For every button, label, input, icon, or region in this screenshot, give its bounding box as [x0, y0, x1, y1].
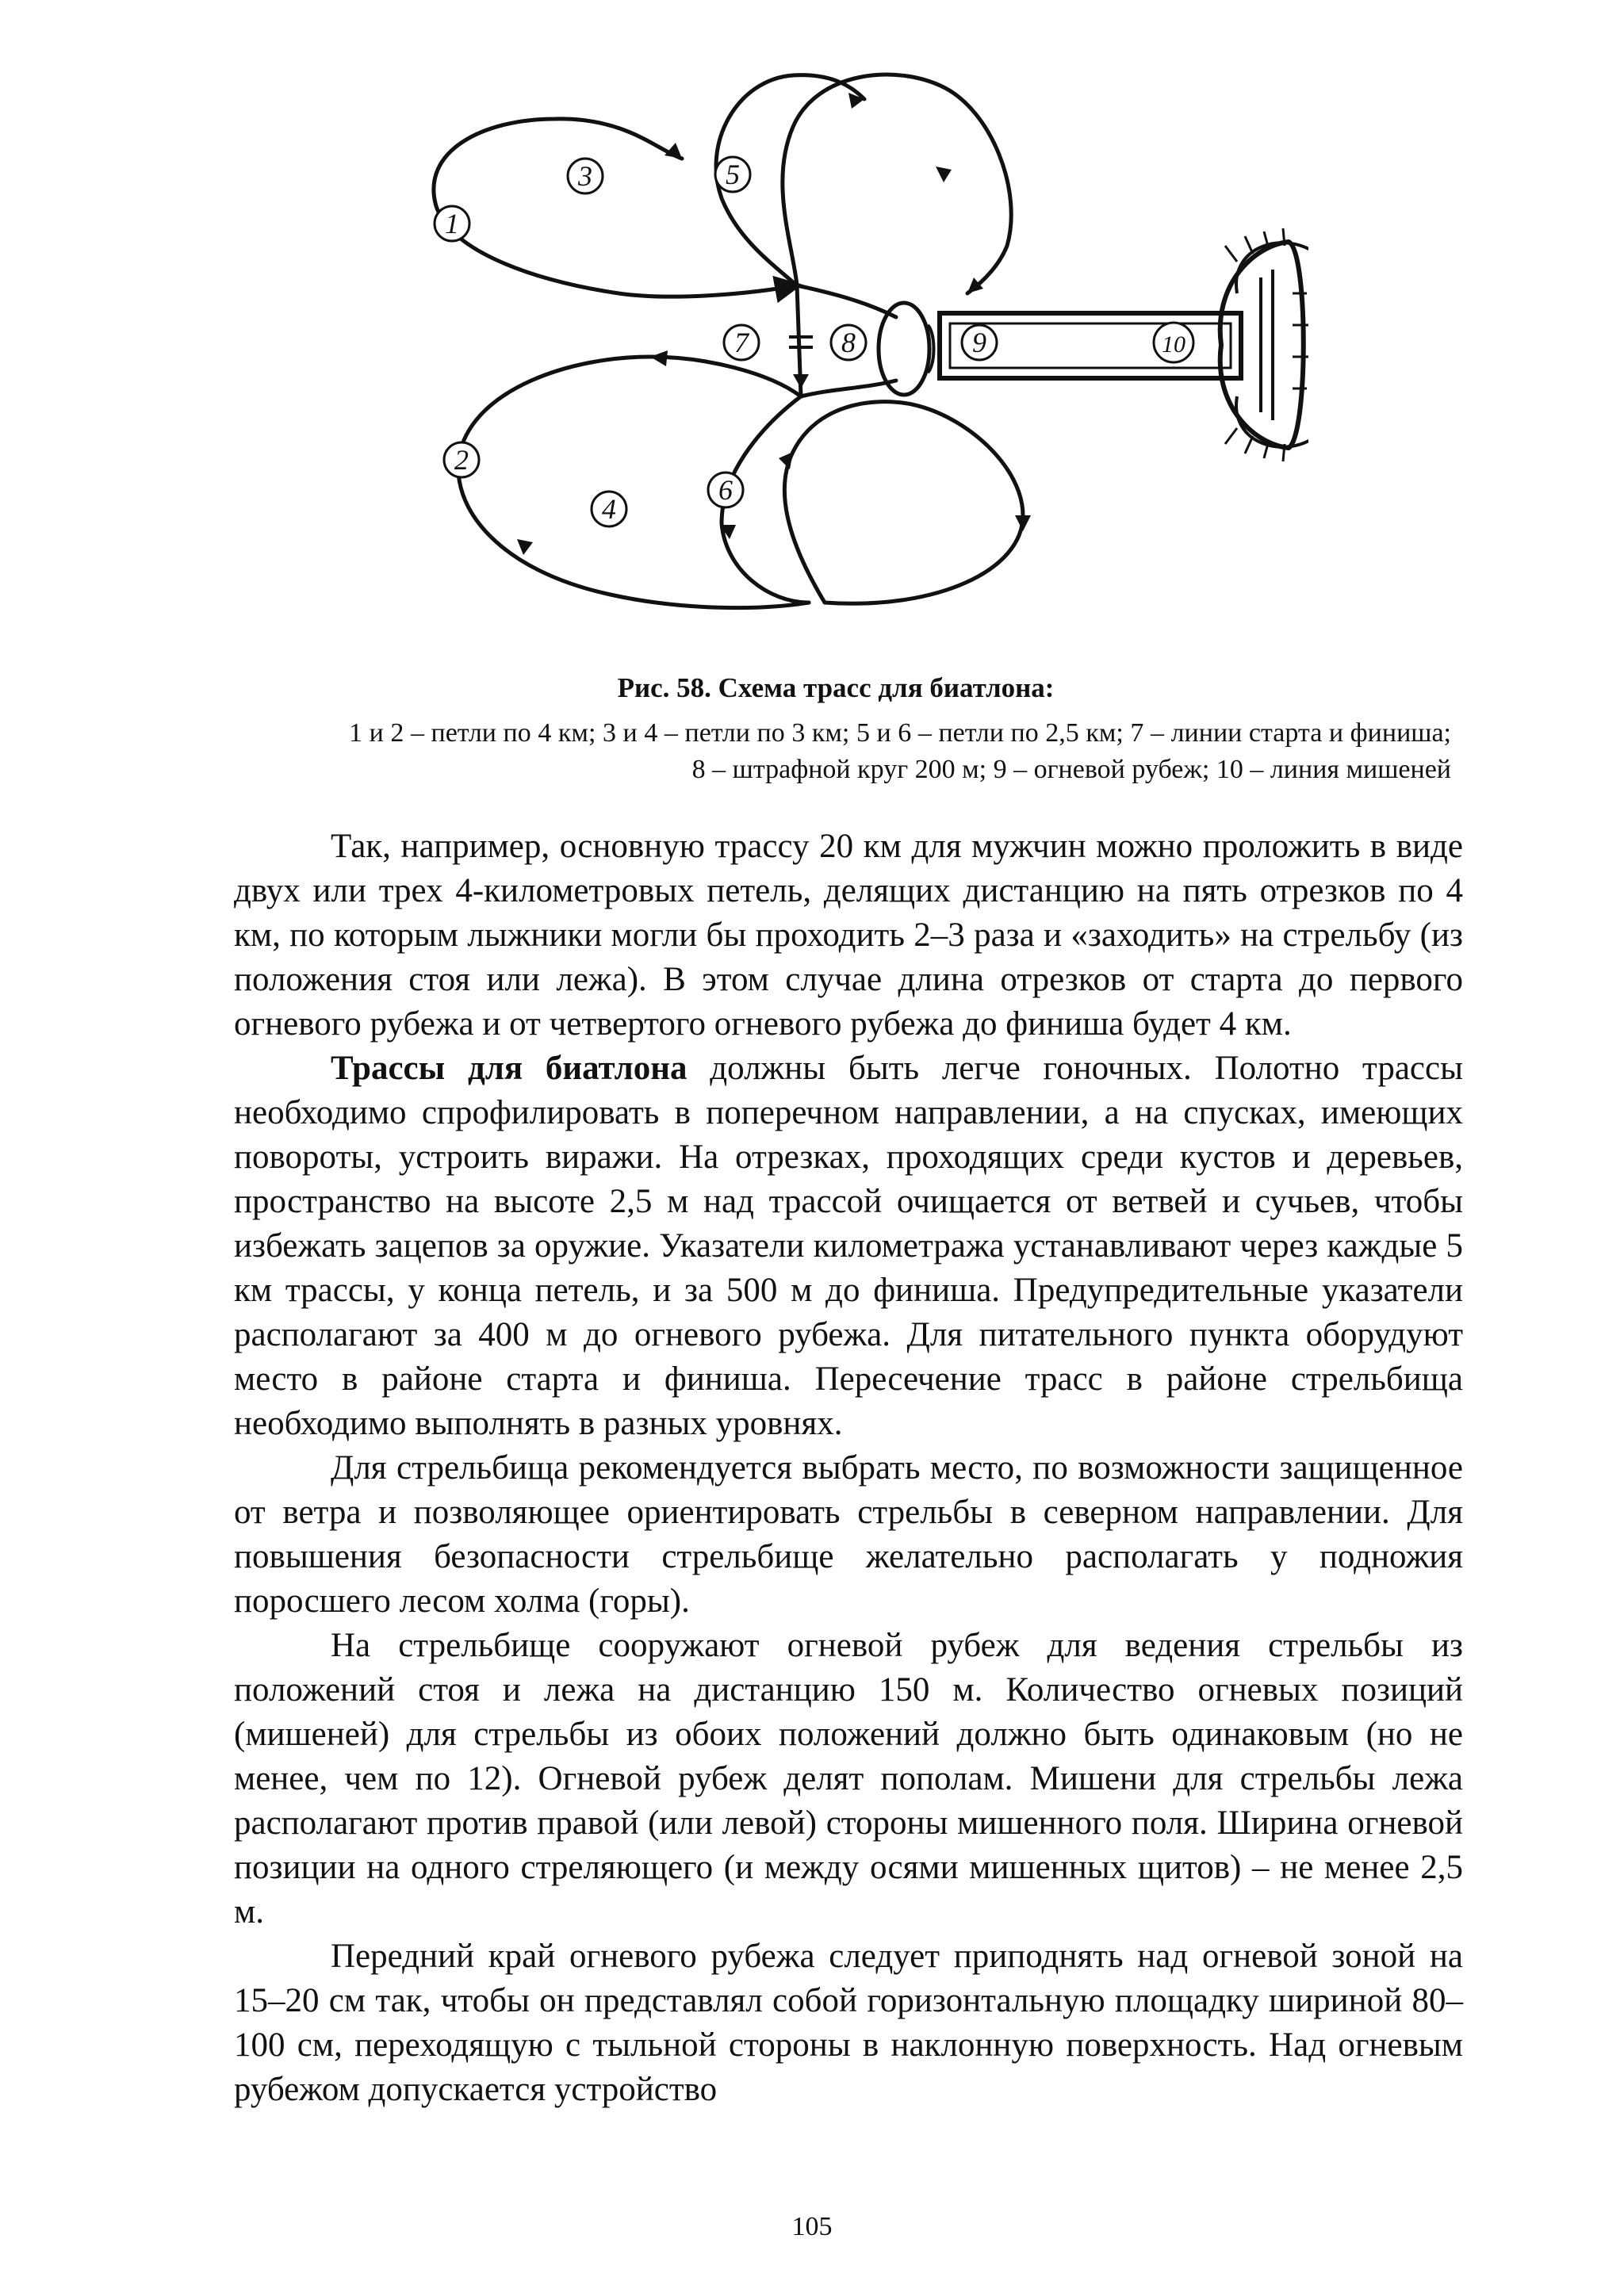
svg-text:1: 1: [445, 208, 459, 239]
loop-5-path: [783, 75, 1011, 293]
svg-text:4: 4: [602, 493, 616, 525]
svg-text:7: 7: [734, 327, 749, 358]
paragraph-2-text: должны быть легче гоночных. Полотно трассы необходимо спрофилировать в поперечном направлении, а на спусках, имеющих повороты, устроить виражи. На отрезках, проходящих среди кустов и деревьев, пространство на высоте 2,5 м над трассой очищается от ветвей и сучьев, чтобы избежать зацепов за оружие. Указатели километража устанавливают через каждые 5 км трассы, у конца петель, и за 500 м до финиша. Предупредительные указатели располагают за 400 м до огневого рубежа. Для питательного пункта оборудуют место в районе старта и финиша. Пересечение трасс в районе стрельбища необходимо выполнять в разных уровнях.: [234, 1050, 1463, 1442]
penalty-loop: [879, 303, 929, 395]
paragraph-5: Передний край огневого рубежа следует приподнять над огневой зоной на 15–20 см так, чтобы он представлял собой горизонтальную площадку шириной 80–100 см, переходящую с тыльной стороны в наклонную поверхность. Над огневым рубежом допускается устройство: [234, 1938, 1463, 2108]
label-6: [708, 473, 743, 507]
svg-text:8: 8: [841, 327, 856, 358]
label-2: [444, 442, 479, 477]
figure-caption-description: 1 и 2 – петли по 4 км; 3 и 4 – петли по 3 км; 5 и 6 – петли по 2,5 км; 7 – линии старта и финиша; 8 – штрафной круг 200 м; 9 – огневой рубеж; 10 – линия мишеней: [349, 718, 1451, 784]
paragraph-2: [234, 1047, 1463, 1446]
paragraph-3: Для стрельбища рекомендуется выбрать место, по возможности защищенное от ветра и позволяющее ориентировать стрельбы в северном направлении. Для повышения безопасности стрельбище желательно располагать у подножия поросшего лесом холма (горы).: [234, 1449, 1463, 1620]
label-7: [724, 325, 759, 360]
svg-text:10: 10: [1162, 331, 1185, 358]
label-8: [831, 325, 866, 360]
paragraph-2-bold-term: Трассы для биатлона: [331, 1050, 688, 1087]
label-1: [435, 206, 469, 241]
paragraph-4: На стрельбище сооружают огневой рубеж для ведения стрельбы из положений стоя и лежа на дистанцию 150 м. Количество огневых позиций (мишеней) для стрельбы из обоих положений должно быть одинаковым (но не менее, чем по 12). Огневой рубеж делят пополам. Мишени для стрельбы лежа располагают против правой (или левой) стороны мишенного поля. Ширина огневой позиции на одного стреляющего (и между осями мишенных щитов) – не менее 2,5 м.: [234, 1627, 1463, 1931]
svg-text:5: 5: [726, 159, 740, 190]
label-10: [1154, 323, 1193, 362]
svg-text:6: 6: [718, 474, 733, 506]
loop-1-path: [434, 119, 797, 297]
paragraph-1: Так, например, основную трассу 20 км для мужчин можно проложить в виде двух или трех 4-километровых петель, делящих дистанцию на пять отрезков по 4 км, по которым лыжники могли бы проходить 2–3 раза и «заходить» на стрельбу (из положения стоя или лежа). В этом случае длина отрезков от старта до первого огневого рубежа и от четвертого огневого рубежа до финиша будет 4 км.: [234, 828, 1463, 1043]
svg-text:9: 9: [972, 327, 986, 358]
svg-text:3: 3: [578, 160, 592, 192]
label-9: [962, 325, 997, 360]
figure-caption-title: Рис. 58. Схема трасс для биатлона:: [617, 672, 1055, 703]
page-number: 105: [791, 2212, 833, 2241]
svg-text:2: 2: [454, 444, 469, 476]
body-text: [234, 825, 1463, 2112]
label-4: [592, 492, 626, 526]
label-5: [715, 157, 750, 192]
biathlon-track-diagram: [420, 55, 1308, 626]
loop-6-path: [784, 402, 1023, 604]
label-3: [568, 159, 603, 193]
loop-2-path: [458, 357, 809, 608]
